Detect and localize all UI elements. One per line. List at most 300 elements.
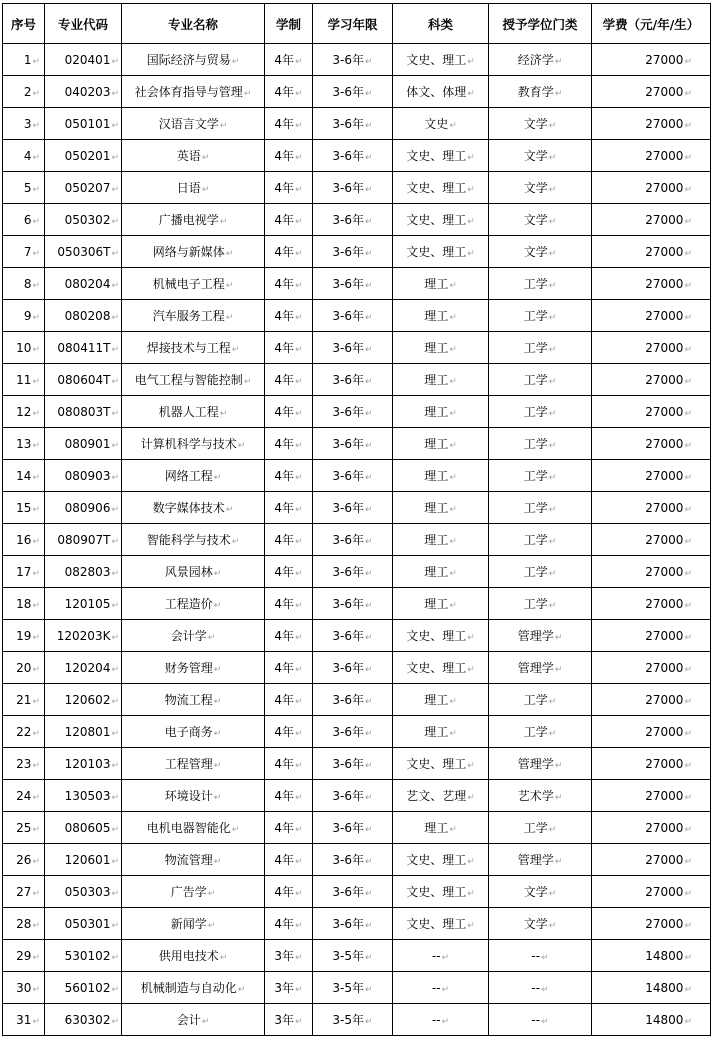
return-mark-icon: ↵ (295, 473, 303, 483)
major-name-text: 工程造价 (164, 597, 213, 611)
return-mark-icon: ↵ (467, 665, 475, 675)
return-mark-icon: ↵ (207, 889, 216, 899)
tuition-text: 27000 (645, 116, 684, 131)
major-name-text: 电子商务 (164, 725, 213, 739)
tuition-text: 27000 (645, 852, 684, 867)
study-years-text: 3-6年 (332, 789, 365, 803)
return-mark-icon: ↵ (111, 664, 119, 675)
major-name-text: 机械制造与自动化 (140, 981, 237, 995)
return-mark-icon: ↵ (684, 312, 692, 323)
return-mark-icon: ↵ (449, 377, 457, 387)
duration-text: 4年 (274, 565, 295, 579)
return-mark-icon: ↵ (32, 664, 40, 675)
return-mark-icon: ↵ (111, 440, 119, 451)
duration-cell (265, 460, 313, 492)
return-mark-icon: ↵ (111, 792, 119, 803)
major-code-text: 050302 (64, 212, 111, 227)
study-years-cell (313, 236, 393, 268)
tuition-text: 27000 (645, 884, 684, 899)
tuition-text: 27000 (645, 340, 684, 355)
seq-text: 16 (16, 532, 32, 547)
tuition-cell (592, 428, 711, 460)
return-mark-icon: ↵ (295, 89, 303, 99)
tuition-text: 27000 (645, 52, 684, 67)
seq-text: 24 (16, 788, 32, 803)
major-code-cell (45, 908, 122, 940)
tuition-cell (592, 908, 711, 940)
tuition-text: 27000 (645, 148, 684, 163)
return-mark-icon: ↵ (684, 568, 692, 579)
subject-category-cell (393, 172, 489, 204)
return-mark-icon: ↵ (237, 441, 246, 451)
duration-cell (265, 44, 313, 76)
major-code-text: 080604T (57, 372, 111, 387)
major-code-text: 050306T (57, 244, 111, 259)
major-code-text: 120601 (64, 852, 111, 867)
subject-category-cell (393, 140, 489, 172)
major-code-text: 080906 (64, 500, 111, 515)
table-row (3, 76, 711, 108)
return-mark-icon: ↵ (467, 217, 475, 227)
table-row (3, 172, 711, 204)
seq-text: 28 (16, 916, 32, 931)
header-tuition: 学费（元/年/生） (592, 4, 711, 44)
duration-cell (265, 492, 313, 524)
return-mark-icon: ↵ (365, 185, 373, 195)
table-row (3, 684, 711, 716)
return-mark-icon: ↵ (295, 249, 303, 259)
return-mark-icon: ↵ (219, 217, 228, 227)
return-mark-icon: ↵ (365, 313, 373, 323)
return-mark-icon: ↵ (295, 345, 303, 355)
study-years-text: 3-6年 (332, 373, 365, 387)
return-mark-icon: ↵ (295, 569, 303, 579)
tuition-cell (592, 972, 711, 1004)
major-name-cell (122, 812, 265, 844)
seq-text: 31 (16, 1012, 32, 1027)
major-code-cell (45, 620, 122, 652)
duration-cell (265, 396, 313, 428)
degree-category-text: 文学 (523, 917, 548, 931)
major-code-text: 050303 (64, 884, 111, 899)
return-mark-icon: ↵ (548, 377, 557, 387)
seq-text: 2 (23, 84, 32, 99)
table-row (3, 396, 711, 428)
seq-cell (3, 332, 45, 364)
major-code-cell (45, 332, 122, 364)
duration-cell (265, 332, 313, 364)
major-name-cell (122, 44, 265, 76)
tuition-text: 27000 (645, 596, 684, 611)
return-mark-icon: ↵ (111, 344, 119, 355)
degree-category-cell (489, 364, 592, 396)
major-code-cell (45, 108, 122, 140)
degree-category-cell (489, 972, 592, 1004)
return-mark-icon: ↵ (111, 280, 119, 291)
duration-cell (265, 556, 313, 588)
tuition-text: 27000 (645, 212, 684, 227)
return-mark-icon: ↵ (201, 153, 210, 163)
return-mark-icon: ↵ (467, 889, 475, 899)
degree-category-cell (489, 716, 592, 748)
return-mark-icon: ↵ (32, 632, 40, 643)
major-code-cell (45, 492, 122, 524)
study-years-text: 3-6年 (332, 341, 365, 355)
duration-cell (265, 684, 313, 716)
major-name-cell (122, 460, 265, 492)
subject-category-cell (393, 940, 489, 972)
study-years-cell (313, 812, 393, 844)
subject-category-cell (393, 524, 489, 556)
return-mark-icon: ↵ (111, 856, 119, 867)
seq-cell (3, 108, 45, 140)
seq-cell (3, 812, 45, 844)
major-code-text: 120105 (64, 596, 111, 611)
duration-text: 4年 (274, 245, 295, 259)
tuition-text: 27000 (645, 916, 684, 931)
duration-text: 4年 (274, 917, 295, 931)
major-name-cell (122, 76, 265, 108)
return-mark-icon: ↵ (548, 825, 557, 835)
duration-cell (265, 876, 313, 908)
major-name-cell (122, 876, 265, 908)
seq-text: 4 (23, 148, 32, 163)
seq-text: 6 (23, 212, 32, 227)
major-name-cell (122, 620, 265, 652)
return-mark-icon: ↵ (295, 953, 303, 963)
seq-cell (3, 268, 45, 300)
return-mark-icon: ↵ (32, 88, 40, 99)
return-mark-icon: ↵ (441, 1016, 450, 1027)
return-mark-icon: ↵ (32, 952, 40, 963)
degree-category-cell (489, 268, 592, 300)
tuition-cell (592, 300, 711, 332)
duration-text: 4年 (274, 277, 295, 291)
major-name-text: 焊接技术与工程 (146, 341, 231, 355)
study-years-cell (313, 44, 393, 76)
major-code-cell (45, 140, 122, 172)
seq-cell (3, 972, 45, 1004)
return-mark-icon: ↵ (111, 56, 119, 67)
return-mark-icon: ↵ (32, 248, 40, 259)
return-mark-icon: ↵ (684, 760, 692, 771)
study-years-cell (313, 780, 393, 812)
study-years-cell (313, 972, 393, 1004)
duration-text: 4年 (274, 53, 295, 67)
major-name-text: 财务管理 (164, 661, 213, 675)
duration-cell (265, 844, 313, 876)
return-mark-icon: ↵ (225, 249, 234, 259)
duration-cell (265, 620, 313, 652)
return-mark-icon: ↵ (684, 600, 692, 611)
return-mark-icon: ↵ (295, 409, 303, 419)
major-name-text: 国际经济与贸易 (146, 53, 231, 67)
major-code-cell (45, 652, 122, 684)
tuition-cell (592, 364, 711, 396)
duration-cell (265, 268, 313, 300)
study-years-cell (313, 364, 393, 396)
major-code-cell (45, 204, 122, 236)
duration-text: 4年 (274, 117, 295, 131)
major-code-cell (45, 748, 122, 780)
return-mark-icon: ↵ (295, 281, 303, 291)
return-mark-icon: ↵ (684, 152, 692, 163)
major-name-cell (122, 684, 265, 716)
return-mark-icon: ↵ (213, 793, 222, 803)
subject-category-text: 理工 (424, 821, 449, 835)
return-mark-icon: ↵ (684, 376, 692, 387)
degree-category-text: 工学 (523, 501, 548, 515)
table-row (3, 908, 711, 940)
study-years-text: 3-6年 (332, 565, 365, 579)
return-mark-icon: ↵ (449, 505, 457, 515)
duration-text: 4年 (274, 757, 295, 771)
subject-category-cell (393, 460, 489, 492)
degree-category-cell (489, 652, 592, 684)
major-code-cell (45, 940, 122, 972)
return-mark-icon: ↵ (365, 1017, 373, 1027)
study-years-cell (313, 396, 393, 428)
duration-cell (265, 780, 313, 812)
major-name-text: 风景园林 (164, 565, 213, 579)
table-row (3, 844, 711, 876)
seq-text: 15 (16, 500, 32, 515)
study-years-text: 3-6年 (332, 85, 365, 99)
return-mark-icon: ↵ (111, 216, 119, 227)
subject-category-text: 理工 (424, 469, 449, 483)
seq-text: 8 (23, 276, 32, 291)
tuition-cell (592, 716, 711, 748)
table-row (3, 1004, 711, 1036)
subject-category-text: 理工 (424, 725, 449, 739)
return-mark-icon: ↵ (32, 312, 40, 323)
subject-category-text: 文史、理工 (406, 629, 467, 643)
return-mark-icon: ↵ (365, 121, 373, 131)
duration-text: 4年 (274, 309, 295, 323)
tuition-cell (592, 1004, 711, 1036)
major-code-cell (45, 172, 122, 204)
degree-category-text: 文学 (523, 117, 548, 131)
return-mark-icon: ↵ (684, 120, 692, 131)
major-code-text: 080605 (64, 820, 111, 835)
return-mark-icon: ↵ (295, 857, 303, 867)
return-mark-icon: ↵ (32, 856, 40, 867)
tuition-text: 27000 (645, 436, 684, 451)
duration-text: 4年 (274, 821, 295, 835)
return-mark-icon: ↵ (684, 248, 692, 259)
return-mark-icon: ↵ (32, 536, 40, 547)
return-mark-icon: ↵ (295, 313, 303, 323)
degree-category-text: 文学 (523, 181, 548, 195)
return-mark-icon: ↵ (365, 153, 373, 163)
degree-category-text: 管理学 (517, 629, 554, 643)
header-study-years: 学习年限 (313, 4, 393, 44)
return-mark-icon: ↵ (295, 601, 303, 611)
duration-text: 3年 (274, 981, 295, 995)
return-mark-icon: ↵ (548, 473, 557, 483)
table-row (3, 652, 711, 684)
seq-text: 10 (16, 340, 32, 355)
tuition-text: 27000 (645, 180, 684, 195)
subject-category-cell (393, 652, 489, 684)
duration-text: 4年 (274, 629, 295, 643)
subject-category-text: 文史、理工 (406, 885, 467, 899)
duration-text: 4年 (274, 533, 295, 547)
return-mark-icon: ↵ (365, 441, 373, 451)
return-mark-icon: ↵ (467, 249, 475, 259)
degree-category-cell (489, 460, 592, 492)
return-mark-icon: ↵ (213, 857, 222, 867)
return-mark-icon: ↵ (441, 984, 450, 995)
return-mark-icon: ↵ (213, 761, 222, 771)
return-mark-icon: ↵ (111, 184, 119, 195)
return-mark-icon: ↵ (111, 824, 119, 835)
subject-category-cell (393, 76, 489, 108)
subject-category-text: 文史、理工 (406, 661, 467, 675)
return-mark-icon: ↵ (32, 920, 40, 931)
study-years-cell (313, 844, 393, 876)
tuition-text: 27000 (645, 404, 684, 419)
return-mark-icon: ↵ (365, 569, 373, 579)
return-mark-icon: ↵ (365, 889, 373, 899)
major-name-text: 数字媒体技术 (152, 501, 225, 515)
subject-category-cell (393, 620, 489, 652)
major-code-text: 530102 (64, 948, 111, 963)
return-mark-icon: ↵ (219, 953, 228, 963)
study-years-text: 3-6年 (332, 213, 365, 227)
seq-cell (3, 748, 45, 780)
return-mark-icon: ↵ (295, 825, 303, 835)
return-mark-icon: ↵ (684, 216, 692, 227)
return-mark-icon: ↵ (295, 761, 303, 771)
subject-category-text: 文史、理工 (406, 853, 467, 867)
return-mark-icon: ↵ (32, 696, 40, 707)
major-name-cell (122, 908, 265, 940)
degree-category-text: 艺术学 (517, 789, 554, 803)
seq-cell (3, 172, 45, 204)
subject-category-text: 艺文、艺理 (406, 789, 467, 803)
return-mark-icon: ↵ (365, 953, 373, 963)
return-mark-icon: ↵ (365, 57, 373, 67)
table-row (3, 524, 711, 556)
duration-text: 3年 (274, 949, 295, 963)
major-code-cell (45, 588, 122, 620)
table-row (3, 780, 711, 812)
return-mark-icon: ↵ (684, 856, 692, 867)
degree-category-cell (489, 396, 592, 428)
major-code-text: 080903 (64, 468, 111, 483)
return-mark-icon: ↵ (295, 185, 303, 195)
table-row (3, 716, 711, 748)
return-mark-icon: ↵ (365, 377, 373, 387)
subject-category-cell (393, 1004, 489, 1036)
study-years-cell (313, 460, 393, 492)
return-mark-icon: ↵ (365, 281, 373, 291)
subject-category-text: 体文、体理 (406, 85, 467, 99)
return-mark-icon: ↵ (201, 185, 210, 195)
degree-category-cell (489, 300, 592, 332)
study-years-text: 3-6年 (332, 149, 365, 163)
major-name-text: 会计 (176, 1013, 201, 1027)
major-name-text: 物流工程 (164, 693, 213, 707)
return-mark-icon: ↵ (554, 633, 563, 643)
subject-category-text: 理工 (424, 533, 449, 547)
return-mark-icon: ↵ (548, 601, 557, 611)
duration-text: 4年 (274, 437, 295, 451)
duration-text: 4年 (274, 213, 295, 227)
major-name-text: 供用电技术 (158, 949, 219, 963)
return-mark-icon: ↵ (548, 921, 557, 931)
tuition-cell (592, 812, 711, 844)
tuition-text: 27000 (645, 276, 684, 291)
return-mark-icon: ↵ (111, 248, 119, 259)
subject-category-text: 文史、理工 (406, 245, 467, 259)
degree-category-text: 文学 (523, 885, 548, 899)
table-header-row (3, 4, 711, 44)
return-mark-icon: ↵ (467, 633, 475, 643)
seq-cell (3, 1004, 45, 1036)
major-name-cell (122, 236, 265, 268)
duration-cell (265, 524, 313, 556)
major-code-text: 120203K (56, 628, 111, 643)
seq-cell (3, 396, 45, 428)
major-code-text: 630302 (64, 1012, 111, 1027)
major-code-text: 120801 (64, 724, 111, 739)
return-mark-icon: ↵ (365, 217, 373, 227)
subject-category-cell (393, 972, 489, 1004)
subject-category-cell (393, 556, 489, 588)
return-mark-icon: ↵ (684, 792, 692, 803)
return-mark-icon: ↵ (111, 600, 119, 611)
return-mark-icon: ↵ (213, 473, 222, 483)
seq-text: 23 (16, 756, 32, 771)
return-mark-icon: ↵ (32, 408, 40, 419)
seq-text: 7 (23, 244, 32, 259)
return-mark-icon: ↵ (365, 345, 373, 355)
return-mark-icon: ↵ (32, 472, 40, 483)
degree-category-text: 管理学 (517, 757, 554, 771)
return-mark-icon: ↵ (467, 185, 475, 195)
major-name-text: 广播电视学 (158, 213, 219, 227)
return-mark-icon: ↵ (449, 601, 457, 611)
major-code-text: 050101 (64, 116, 111, 131)
study-years-cell (313, 556, 393, 588)
degree-category-cell (489, 1004, 592, 1036)
study-years-cell (313, 1004, 393, 1036)
return-mark-icon: ↵ (295, 633, 303, 643)
return-mark-icon: ↵ (548, 889, 557, 899)
return-mark-icon: ↵ (449, 409, 457, 419)
return-mark-icon: ↵ (207, 633, 216, 643)
tuition-text: 27000 (645, 372, 684, 387)
subject-category-text: 文史、理工 (406, 917, 467, 931)
major-name-cell (122, 140, 265, 172)
seq-cell (3, 44, 45, 76)
study-years-cell (313, 428, 393, 460)
study-years-text: 3-6年 (332, 245, 365, 259)
major-code-text: 050201 (64, 148, 111, 163)
return-mark-icon: ↵ (365, 473, 373, 483)
subject-category-text: 文史 (424, 117, 449, 131)
table-row (3, 300, 711, 332)
return-mark-icon: ↵ (295, 537, 303, 547)
tuition-cell (592, 556, 711, 588)
return-mark-icon: ↵ (684, 536, 692, 547)
tuition-cell (592, 652, 711, 684)
duration-cell (265, 812, 313, 844)
return-mark-icon: ↵ (554, 89, 563, 99)
major-name-text: 机械电子工程 (152, 277, 225, 291)
